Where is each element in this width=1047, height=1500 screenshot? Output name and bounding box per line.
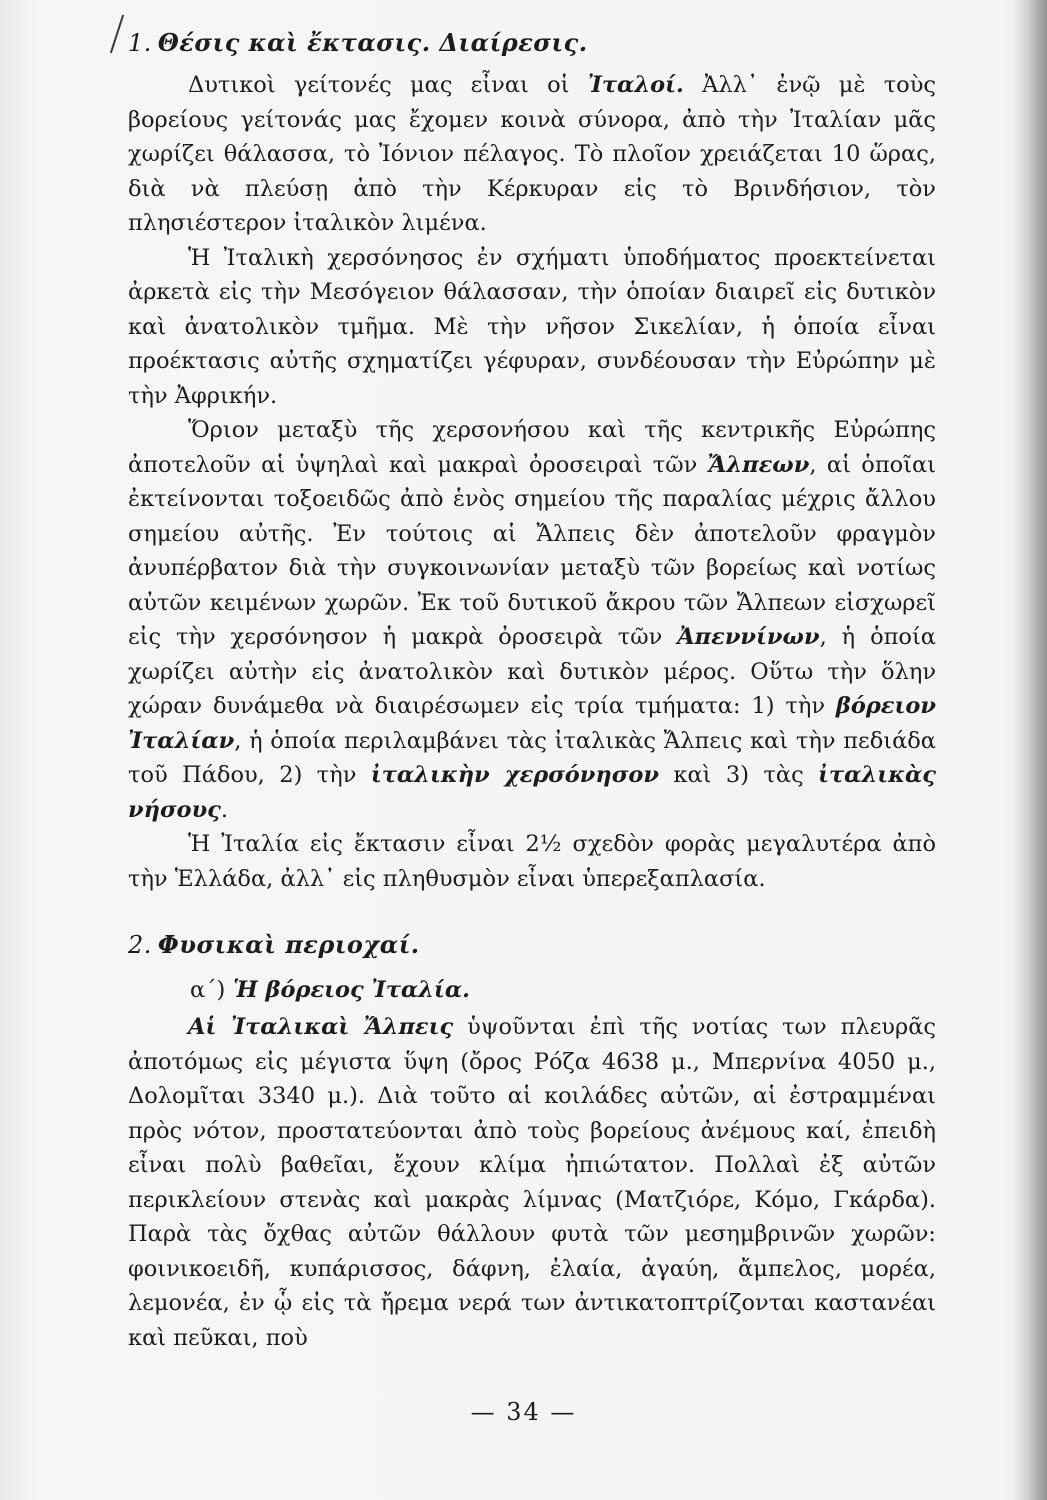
subsection-a-mark: α΄)	[190, 977, 226, 1003]
section-1-heading	[128, 18, 936, 68]
section-1-title: Θέσις καὶ ἔκτασις. Διαίρεσις.	[157, 28, 588, 57]
paragraph-alps-border	[128, 413, 936, 827]
text-run: , ἡ ὁποία περιλαμβάνει τὰς ἰταλικὰς Ἄλπεις καὶ τὴν πεδιάδα τοῦ Πάδου, 2) τὴν	[128, 727, 936, 788]
term-italian-islands: ἰταλικὰς νήσους	[128, 762, 937, 823]
text-run: ὑψοῦνται ἐπὶ τῆς νοτίας των πλευρᾶς ἀποτόμως εἰς μέγιστα ὕψη (ὄρος Ρόζα 4638 μ., Μπερνίνα 4050 μ., Δολομῖται 3340 μ.). Διὰ τοῦτο αἱ κοιλάδες αὐτῶν, αἱ ἐστραμμέναι πρὸς νότον, προστατεύονται ἀπὸ τοὺς βορείους ἀνέμους καί, ἐπειδὴ εἶναι πολὺ βαθεῖαι, ἔχουν κλίμα ἠπιώτατον. Πολλαὶ ἐξ αὐτῶν περικλείουν στενὰς καὶ μακρὰς λίμνας (Ματζιόρε, Κόμο, Γκάρδα). Παρὰ τὰς ὄχθας αὐτῶν θάλλουν φυτὰ τῶν μεσημβρινῶν χωρῶν: φοινικοειδῆ, κυπάρισσος, δάφνη, ἐλαία, ἀγαύη, ἄμπελος, μορέα, λεμονέα, ἐν ᾧ εἰς τὰ ἤρεμα νερά των ἀντικατοπτρίζονται καστανέαι καὶ πεῦκαι, ποὺ	[128, 1014, 936, 1351]
section-2-title: Φυσικαὶ περιοχαί.	[157, 930, 420, 959]
pencil-mark	[110, 15, 124, 54]
paragraph-peninsula: Ἡ Ἰταλικὴ χερσόνησος ἐν σχήματι ὑποδήματος προεκτείνεται ἀρκετὰ εἰς τὴν Μεσόγειον θάλασσαν, τὴν ὁποίαν διαιρεῖ εἰς δυτικὸν καὶ ἀνατολικὸν τμῆμα. Μὲ τὴν νῆσον Σικελίαν, ἡ ὁποία εἶναι προέκτασις αὐτῆς σχηματίζει γέφυραν, συνδέουσαν τὴν Εὐρώπην μὲ τὴν Ἀφρικήν.	[128, 244, 936, 409]
subsection-a-title: Ἡ βόρειος Ἰταλία.	[233, 977, 470, 1003]
term-northern-italy: βόρειον Ἰταλίαν	[128, 693, 936, 754]
book-spine-shadow	[1013, 0, 1047, 1500]
text-run: , ἡ ὁποία χωρίζει αὐτὴν εἰς ἀνατολικὸν καὶ δυτικὸν μέρος. Οὕτω τὴν ὅλην χώραν δυνάμεθα νὰ διαιρέσωμεν εἰς τρία τμήματα: 1) τὴν	[128, 624, 936, 719]
page-number: — 34 —	[470, 1398, 577, 1426]
paragraph-area-population: Ἡ Ἰταλία εἰς ἔκτασιν εἶναι 2½ σχεδὸν φορὰς μεγαλυτέρα ἀπὸ τὴν Ἑλλάδα, ἀλλ᾽ εἰς πληθυσμὸν εἶναι ὑπερεξαπλασία.	[128, 831, 936, 892]
term-apennines: Ἀπεννίνων	[677, 624, 820, 650]
text-run: , αἱ ὁποῖαι ἐκτείνονται τοξοειδῶς ἀπὸ ἑνὸς σημείου τῆς παραλίας μέχρις ἄλλου σημείου αὐτῆς. Ἐν τούτοις αἱ Ἄλπεις δὲν ἀποτελοῦν φραγμὸν ἀνυπέρβατον διὰ τὴν συγκοινωνίαν μεταξὺ τῶν βορείως καὶ νοτίως αὐτῶν κειμένων χωρῶν. Ἐκ τοῦ δυτικοῦ ἄκρου τῶν Ἄλπεων εἰσχωρεῖ εἰς τὴν χερσόνησον ἡ μακρὰ ὀροσειρὰ τῶν	[128, 451, 936, 650]
paragraph-neighbours	[128, 68, 936, 241]
section-2-number: 2.	[128, 931, 152, 959]
subsection-a-heading	[128, 970, 936, 1010]
section-2-heading	[128, 920, 936, 970]
term-italians: Ἰταλοί.	[587, 72, 684, 98]
text-run: Ὅριον μεταξὺ τῆς χερσονήσου καὶ τῆς κεντρικῆς Εὐρώπης ἀποτελοῦν αἱ ὑψηλαὶ καὶ μακραὶ ὀροσειραὶ τῶν	[128, 417, 936, 478]
term-italian-alps: Αἱ Ἰταλικαὶ Ἄλπεις	[188, 1014, 454, 1040]
text-run: .	[220, 796, 229, 823]
term-alps: Ἄλπεων	[707, 451, 810, 478]
section-1-number: 1.	[128, 29, 152, 57]
text-run: καὶ 3) τὰς	[659, 762, 819, 788]
term-italian-peninsula: ἰταλικὴν χερσόνησον	[370, 762, 659, 788]
paragraph-italian-alps	[128, 1010, 936, 1355]
page-content	[128, 18, 936, 1355]
text-run: Ἀλλ᾽ ἐνῷ μὲ τοὺς βορείους γείτονάς μας ἔχομεν κοινὰ σύνορα, ἀπὸ τὴν Ἰταλίαν μᾶς χωρίζει θάλασσα, τὸ Ἰόνιον πέλαγος. Τὸ πλοῖον χρειάζεται 10 ὥρας, διὰ νὰ πλεύσῃ ἀπὸ τὴν Κέρκυραν εἰς τὸ Βρινδήσιον, τὸν πλησιέστερον ἰταλικὸν λιμένα.	[128, 72, 936, 236]
text-run: Δυτικοὶ γείτονές μας εἶναι οἱ	[188, 72, 588, 98]
